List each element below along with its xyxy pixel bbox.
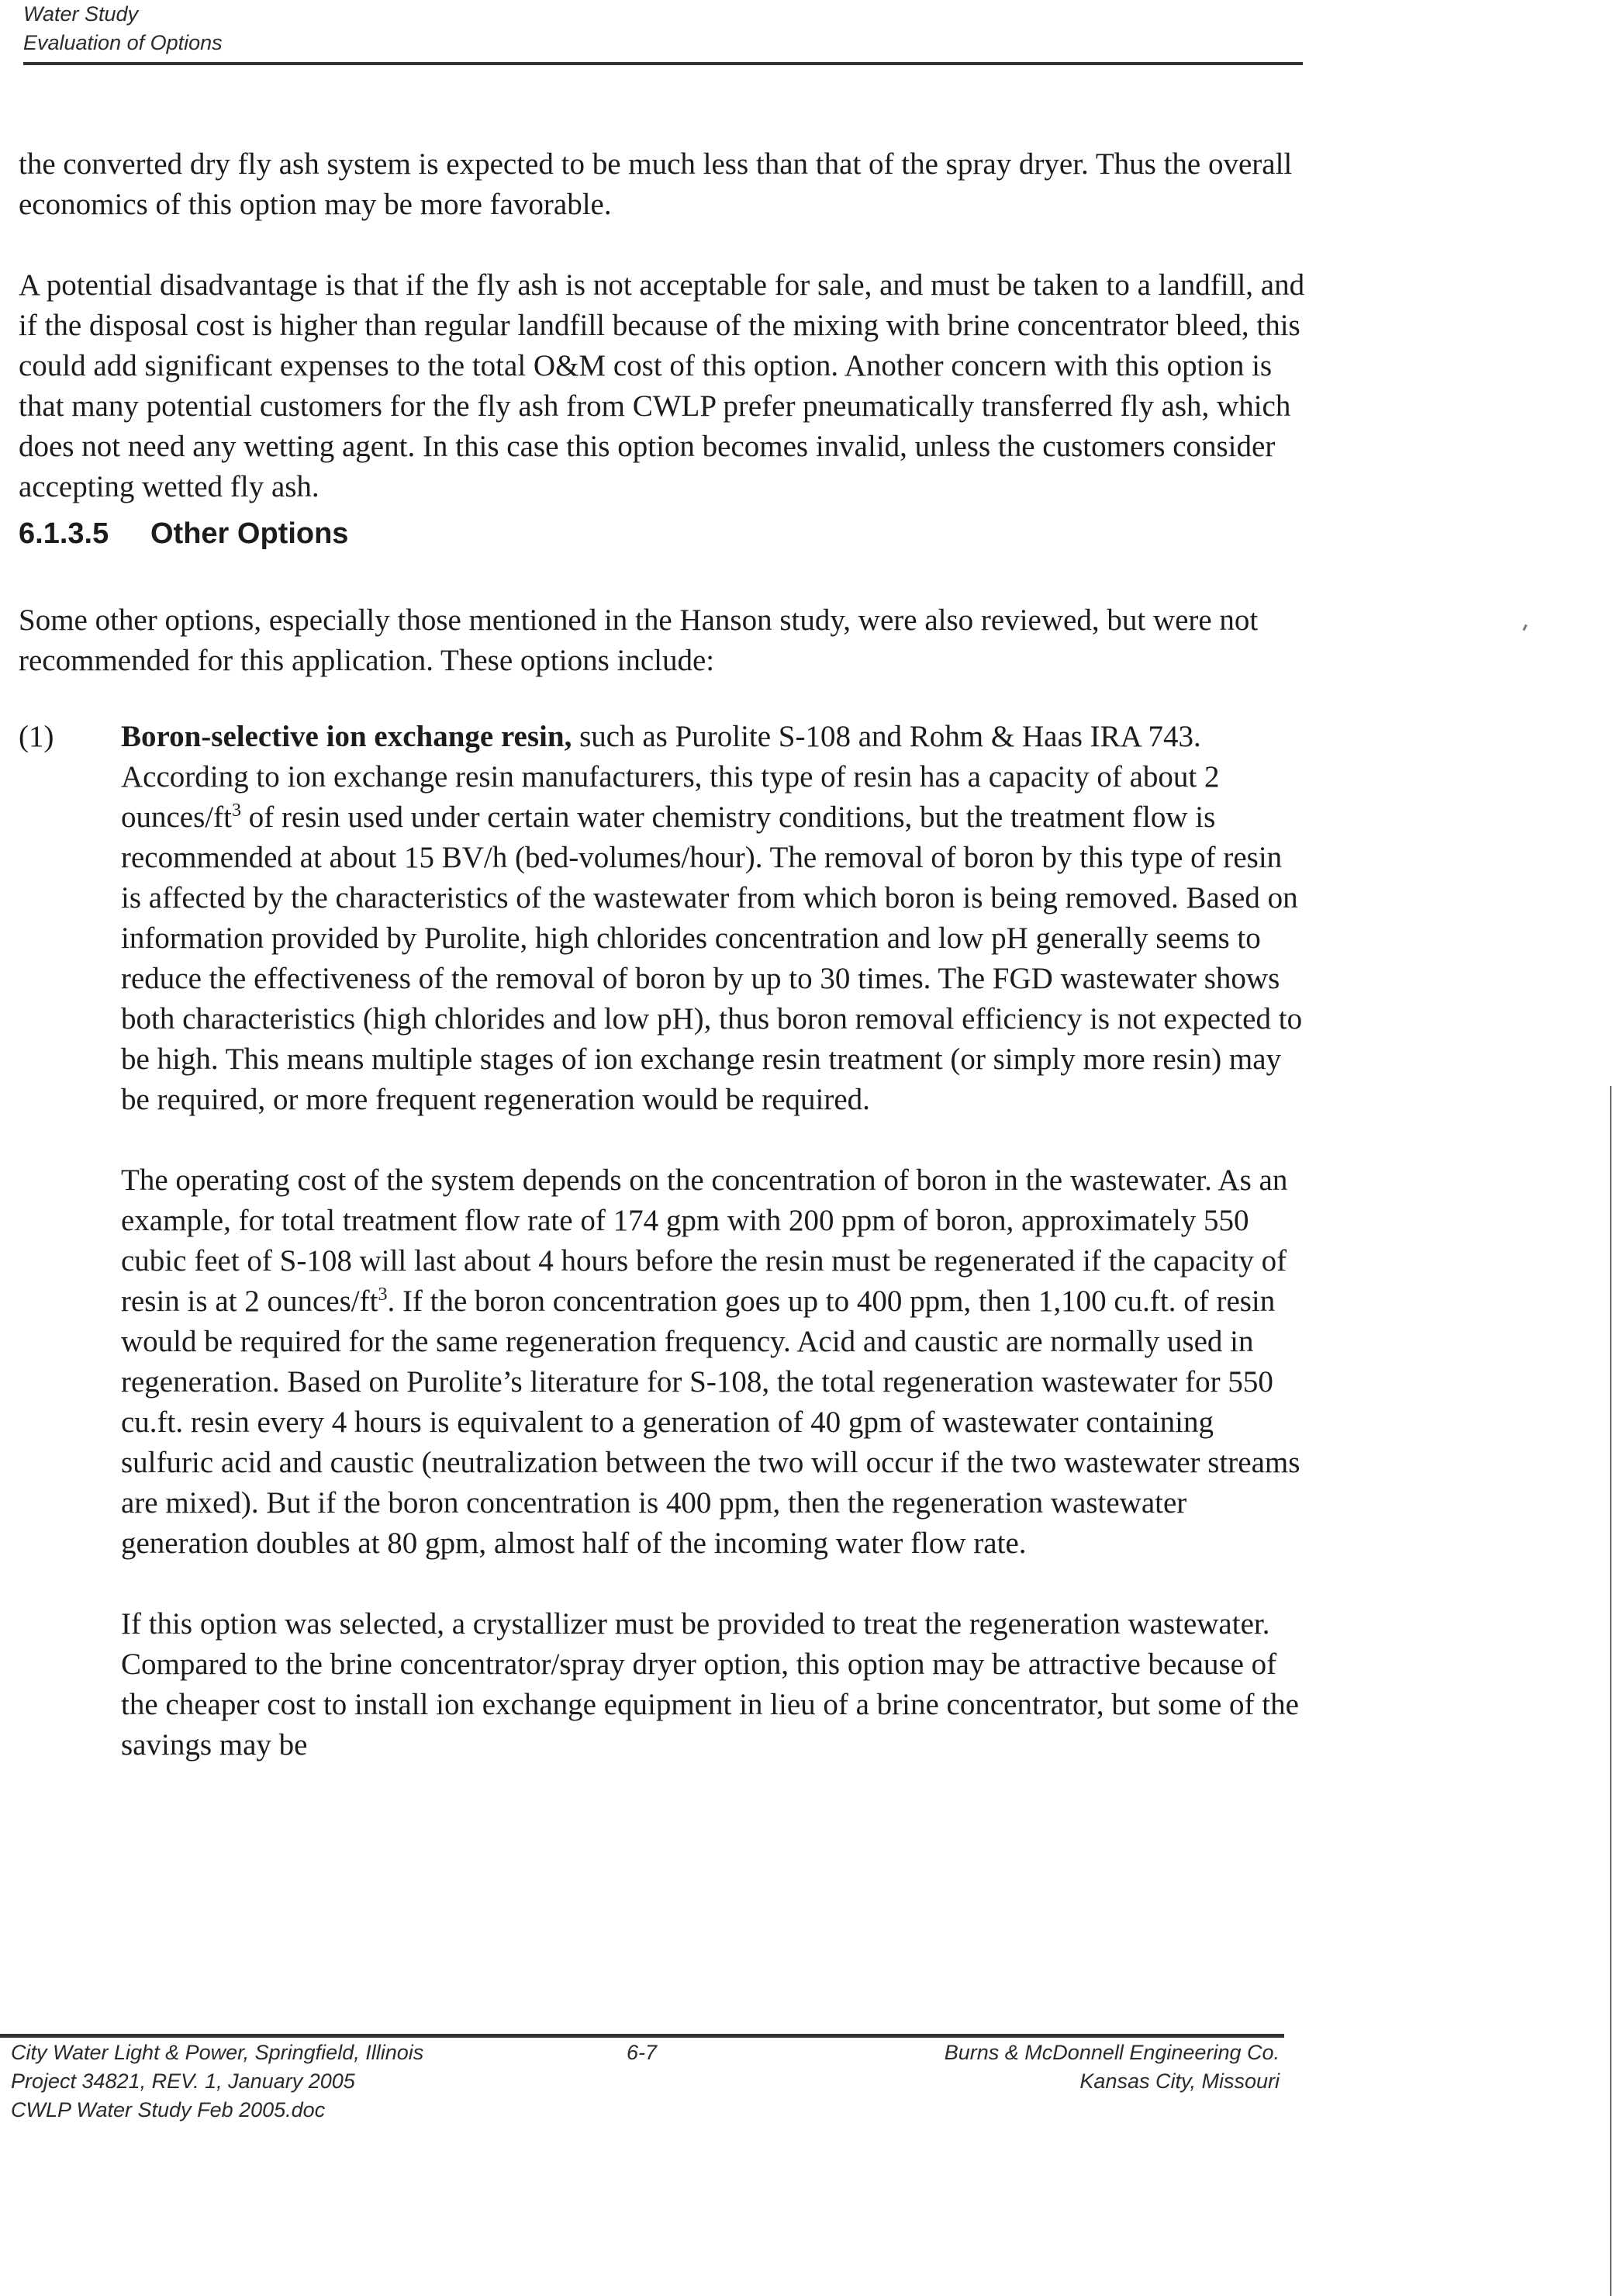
- scan-edge-line: [1610, 1086, 1611, 2296]
- footer-client: City Water Light & Power, Springfield, Illinois: [11, 2041, 424, 2064]
- document-body: [19, 144, 1306, 1765]
- footer-right: [838, 2038, 1280, 2096]
- list-item-text: Boron-selective ion exchange resin, such as Purolite S-108 and Rohm & Haas IRA 743. According to ion exchange resin manufacturers, this type of resin has a capacity of about 2 ounces/$ft^3$ of resin used under certain water chemistry conditions, but the treatment flow is recommended at about 15 BV/h (bed-volumes/hour). The removal of boron by this type of resin is affected by the characteristics of the wastewater from which boron is being removed. Based on information provided by Purolite, high chlorides concentration and low pH generally seems to reduce the effectiveness of the removal of boron by up to 30 times. The FGD wastewater shows both characteristics (high chlorides and low pH), thus boron removal efficiency is not expected to be high. This means multiple stages of ion exchange resin treatment (or simply more resin) may be required, or more frequent regeneration would be required.: [121, 720, 1303, 1116]
- section-title: Other Options: [150, 517, 349, 550]
- paragraph-other-options-intro: Some other options, especially those mentioned in the Hanson study, were also reviewed, but were not recommended for this application. These options include:: [19, 603, 1259, 677]
- paragraph-continuation: the converted dry fly ash system is expected to be much less than that of the spray dryer. Thus the overall economics of this option may be more favorable.: [19, 147, 1293, 221]
- footer-filename: CWLP Water Study Feb 2005.doc: [11, 2098, 326, 2121]
- list-item-term: Boron-selective ion exchange resin,: [121, 720, 572, 753]
- footer-left: [11, 2038, 423, 2125]
- header-section-title: Evaluation of Options: [23, 31, 223, 54]
- header-rule: [23, 62, 1303, 65]
- paragraph-disadvantage: A potential disadvantage is that if the fly ash is not acceptable for sale, and must be taken to a landfill, and if the disposal cost is higher than regular landfill because of the mixing with brine concentrator bleed, this could add significant expenses to the total O&M cost of this option. Another concern with this option is that many potential customers for the fly ash from CWLP prefer pneumatically transferred fly ash, which does not need any wetting agent. In this case this option becomes invalid, unless the customers consider accepting wetted fly ash.: [19, 268, 1305, 503]
- section-heading: [19, 513, 1306, 554]
- list-item-boron-resin: [19, 717, 1306, 1120]
- scan-mark: [1522, 624, 1527, 631]
- page-header: [23, 0, 1303, 57]
- paragraph-crystallizer: If this option was selected, a crystallizer must be provided to treat the regeneration wastewater. Compared to the brine concentrator/spray dryer option, this option may be attractive because of the cheaper cost to install ion exchange equipment in lieu of a brine concentrator, but some of the savings may be: [121, 1607, 1299, 1762]
- header-document-title: Water Study: [23, 2, 139, 26]
- section-number: 6.1.3.5: [19, 517, 109, 550]
- footer-project: Project 34821, REV. 1, January 2005: [11, 2070, 355, 2093]
- paragraph-operating-cost: The operating cost of the system depends on the concentration of boron in the wastewater. As an example, for total treatment flow rate of 174 gpm with 200 ppm of boron, approximately 550 cubic feet of S-108 will last about 4 hours before the resin must be regenerated if the capacity of resin is at 2 ounces/$ft^3$. If the boron concentration goes up to 400 ppm, then 1,100 cu.ft. of resin would be required for the same regeneration frequency. Acid and caustic are normally used in regeneration. Based on Purolite’s literature for S-108, the total regeneration wastewater for 550 cu.ft. resin every 4 hours is equivalent to a generation of 40 gpm of wastewater containing sulfuric acid and caustic (neutralization between the two will occur if the two wastewater streams are mixed). But if the boron concentration is 400 ppm, then the regeneration wastewater generation doubles at 80 gpm, almost half of the incoming water flow rate.: [121, 1164, 1300, 1560]
- page-number: 6-7: [627, 2041, 658, 2064]
- footer-location: Kansas City, Missouri: [1079, 2070, 1280, 2093]
- footer-rule: [0, 2034, 1284, 2038]
- footer-company: Burns & McDonnell Engineering Co.: [944, 2041, 1280, 2064]
- list-marker: (1): [19, 720, 54, 753]
